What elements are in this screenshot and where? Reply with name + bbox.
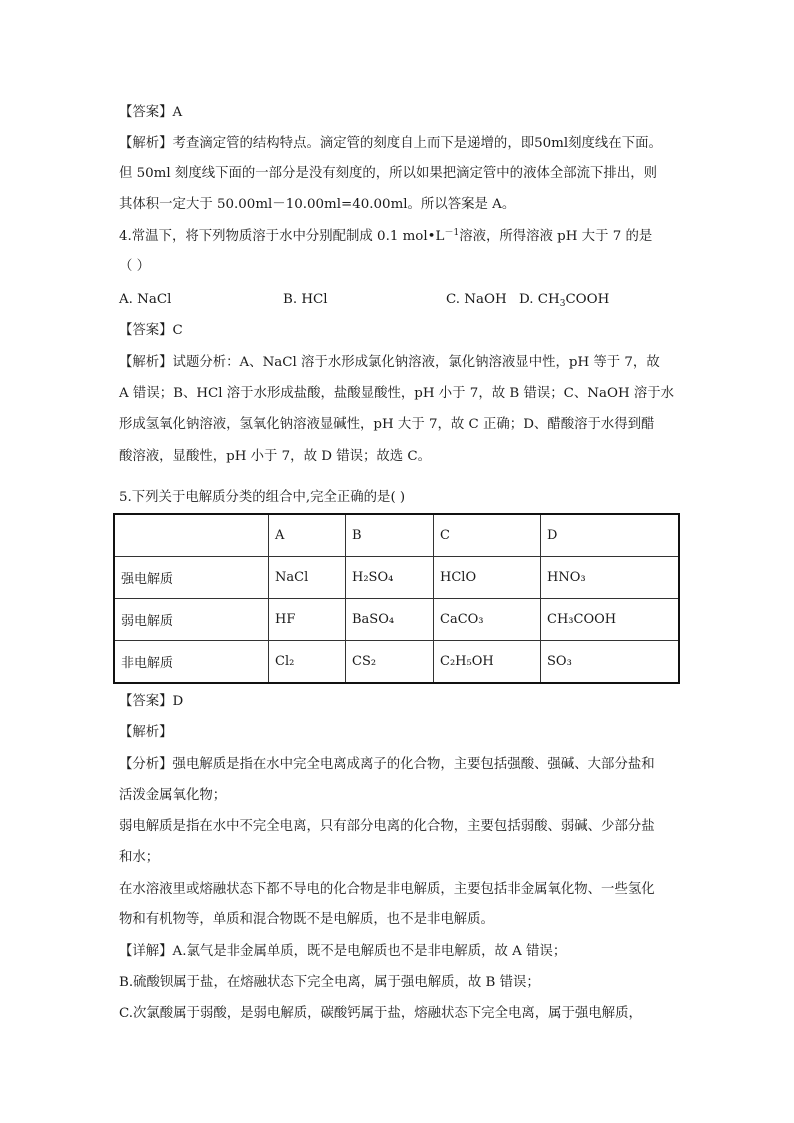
q4-stem-line-2: （ ）: [119, 259, 151, 274]
q5-analysis-heading: 【解析】: [119, 725, 173, 740]
table-cell: H₂SO₄: [346, 557, 434, 599]
q5-fenxi-line-1: 【分析】强电解质是指在水中完全电离成离子的化合物，主要包括强酸、强碱、大部分盐和: [119, 757, 655, 772]
q3-analysis-line-2: 但 50ml 刻度线下面的一部分是没有刻度的，所以如果把滴定管中的液体全部流下排出，则: [119, 166, 657, 181]
table-cell: HClO: [434, 557, 541, 599]
table-cell: HF: [269, 599, 346, 641]
q5-stem: 5.下列关于电解质分类的组合中,完全正确的是( ): [119, 490, 406, 505]
table-header-cell: [114, 514, 269, 557]
table-cell: SO₃: [541, 641, 680, 684]
table-cell: CaCO₃: [434, 599, 541, 641]
q4-option-d-part-1: D. CH: [519, 292, 560, 307]
q5-fenxi-line-3: 弱电解质是指在水中不完全电离，只有部分电离的化合物，主要包括弱酸、弱碱、少部分盐: [119, 819, 655, 834]
table-cell: BaSO₄: [346, 599, 434, 641]
q5-detail-line-2: B.硫酸钡属于盐，在熔融状态下完全电离，属于强电解质，故 B 错误；: [119, 975, 540, 990]
q3-answer: 【答案】A: [119, 105, 183, 120]
q4-option-a: A. NaCl: [119, 292, 172, 307]
table-cell: NaCl: [269, 557, 346, 599]
q4-stem-line-1: [119, 227, 652, 247]
q4-stem-superscript: －1: [444, 228, 460, 238]
q5-detail-line-3: C.次氯酸属于弱酸，是弱电解质，碳酸钙属于盐，熔融状态下完全电离，属于强电解质，: [119, 1006, 642, 1021]
table-header-row: [114, 514, 679, 557]
table-row: [114, 641, 679, 684]
q3-analysis-line-3: 其体积一定大于 50.00ml－10.00ml=40.00ml。所以答案是 A。: [119, 197, 516, 212]
q4-analysis-line-4: 酸溶液，显酸性，pH 小于 7，故 D 错误；故选 C。: [119, 449, 432, 464]
table-row-label: 非电解质: [114, 641, 269, 684]
q4-option-d: [519, 290, 609, 310]
q4-option-c: C. NaOH: [446, 292, 507, 307]
table-cell: C₂H₅OH: [434, 641, 541, 684]
q5-fenxi-line-4: 和水；: [119, 850, 160, 865]
q4-option-d-part-2: COOH: [565, 292, 610, 307]
table-cell: CS₂: [346, 641, 434, 684]
q4-option-b: B. HCl: [283, 292, 328, 307]
table-header-cell: D: [541, 514, 680, 557]
q4-analysis-line-2: A 错误；B、HCl 溶于水形成盐酸，盐酸显酸性，pH 小于 7，故 B 错误；C、NaOH 溶于水: [119, 386, 675, 401]
table-cell: CH₃COOH: [541, 599, 680, 641]
table-cell: Cl₂: [269, 641, 346, 684]
q4-option-d-subscript: 3: [559, 299, 566, 309]
table-row-label: 弱电解质: [114, 599, 269, 641]
q4-answer: 【答案】C: [119, 323, 183, 338]
table-header-cell: C: [434, 514, 541, 557]
electrolyte-table: [113, 513, 680, 684]
q5-fenxi-line-2: 活泼金属氧化物；: [119, 788, 227, 803]
q4-analysis-line-1: 【解析】试题分析：A、NaCl 溶于水形成氯化钠溶液，氯化钠溶液显中性，pH 等于 7，故: [119, 355, 660, 370]
table-row: [114, 599, 679, 641]
table-cell: HNO₃: [541, 557, 680, 599]
table-header-cell: B: [346, 514, 434, 557]
q4-stem-part-2: 溶液，所得溶液 pH 大于 7 的是: [459, 229, 653, 244]
table-row-label: 强电解质: [114, 557, 269, 599]
q4-stem-part-1: 4.常温下，将下列物质溶于水中分别配制成 0.1 mol•L: [119, 229, 445, 244]
q5-fenxi-line-6: 物和有机物等，单质和混合物既不是电解质，也不是非电解质。: [119, 912, 494, 927]
q3-analysis-line-1: 【解析】考查滴定管的结构特点。滴定管的刻度自上而下是递增的，即50ml刻度线在下面。: [119, 136, 662, 151]
q4-analysis-line-3: 形成氢氧化钠溶液，氢氧化钠溶液显碱性，pH 大于 7，故 C 正确；D、醋酸溶于水得到醋: [119, 417, 655, 432]
q5-detail-line-1: 【详解】A.氯气是非金属单质，既不是电解质也不是非电解质，故 A 错误；: [119, 944, 567, 959]
table-row: [114, 557, 679, 599]
q5-answer: 【答案】D: [119, 694, 184, 709]
q5-fenxi-line-5: 在水溶液里或熔融状态下都不导电的化合物是非电解质，主要包括非金属氧化物、一些氢化: [119, 882, 655, 897]
table-header-cell: A: [269, 514, 346, 557]
